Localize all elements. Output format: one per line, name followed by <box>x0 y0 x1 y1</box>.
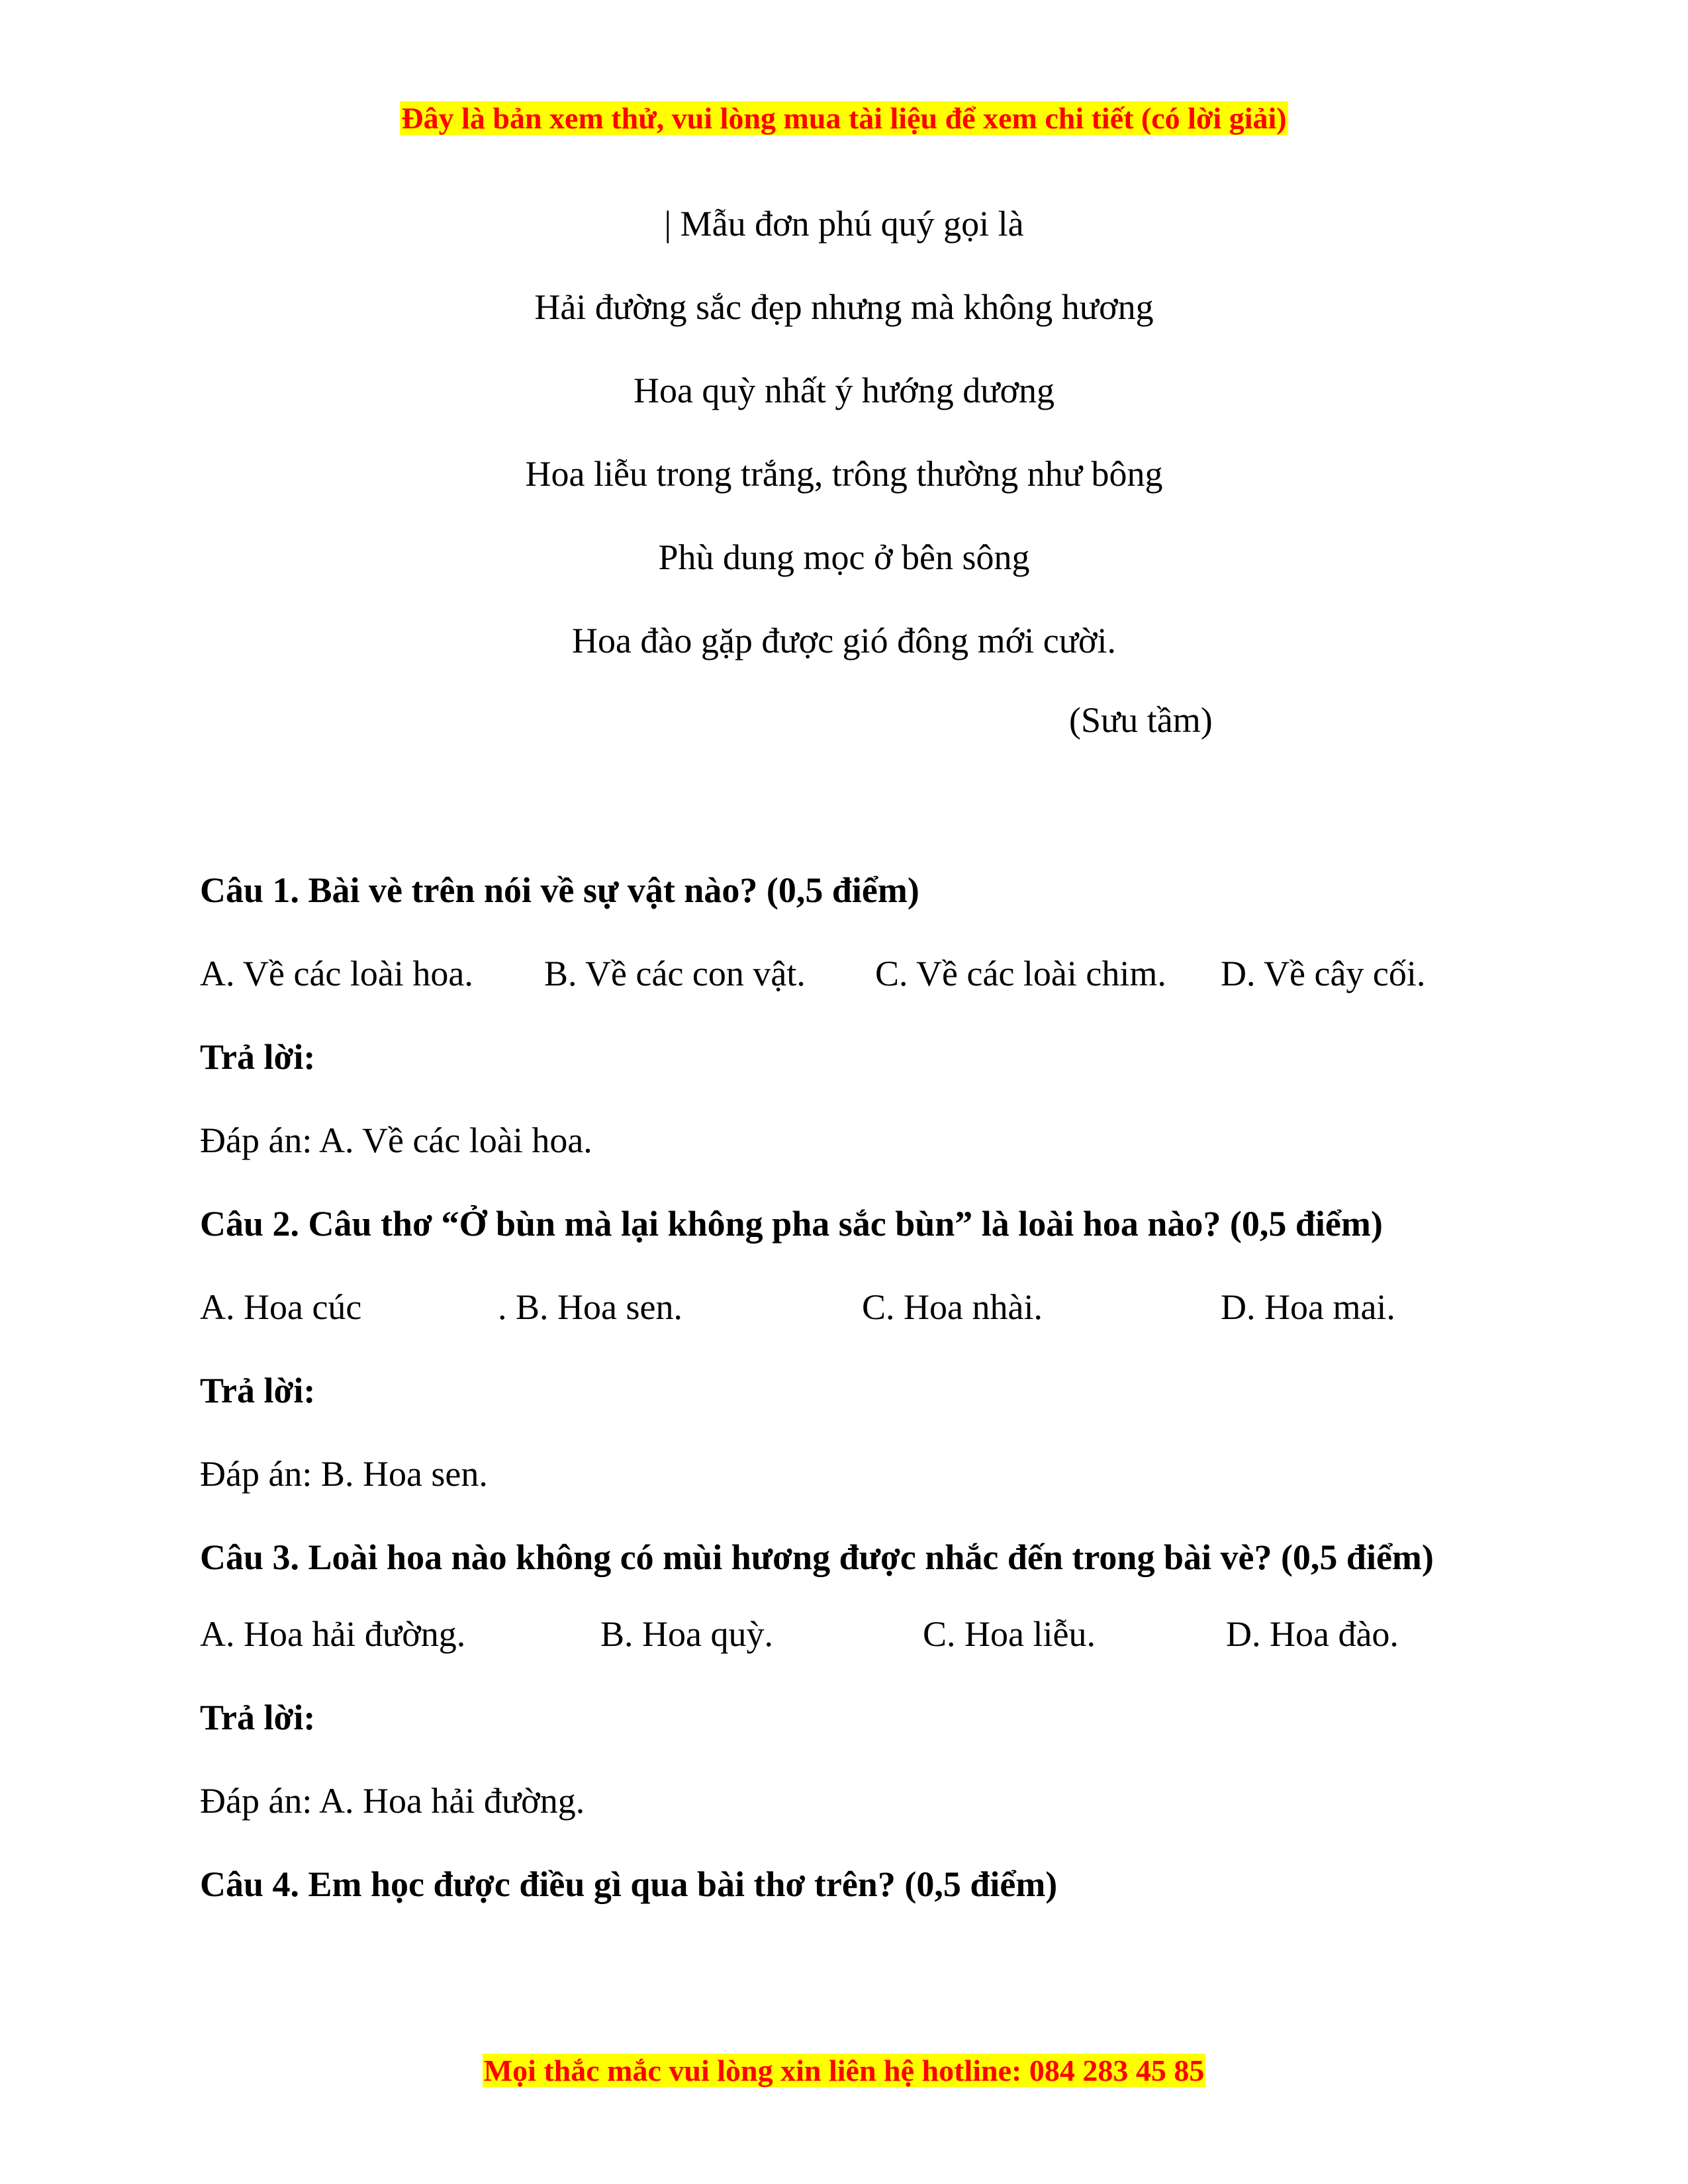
question-4: Câu 4. Em học được điều gì qua bài thơ trên? (0,5 điểm) <box>200 1864 1058 1904</box>
answer-text: Đáp án: A. Về các loài hoa. <box>200 1120 592 1160</box>
question-3-options <box>200 1608 1511 1691</box>
option-c: C. Về các loài chim. <box>875 954 1166 993</box>
option-c: C. Hoa nhài. <box>862 1287 1043 1327</box>
option-a: A. Về các loài hoa. <box>200 954 473 993</box>
hotline-banner <box>0 2052 1688 2090</box>
answer-label: Trả lời: <box>200 1698 316 1737</box>
option-d: D. Hoa mai. <box>1221 1287 1395 1327</box>
question-2-options <box>200 1281 1511 1364</box>
hotline-banner-text: Mọi thắc mắc vui lòng xin liên hệ hotline: 084 283 45 85 <box>483 2054 1205 2087</box>
option-d: D. Về cây cối. <box>1221 954 1426 993</box>
option-b: B. Hoa quỳ. <box>600 1614 773 1654</box>
option-a: A. Hoa cúc <box>200 1287 362 1327</box>
questions-section <box>200 864 1511 1941</box>
option-b: . B. Hoa sen. <box>498 1287 682 1327</box>
option-b: B. Về các con vật. <box>544 954 806 993</box>
question-2: Câu 2. Câu thơ “Ở bùn mà lại không pha sắc bùn” là loài hoa nào? (0,5 điểm) <box>200 1204 1383 1244</box>
poem-line: Hải đường sắc đẹp nhưng mà không hương <box>534 287 1154 327</box>
poem-line: Hoa liễu trong trắng, trông thường như bông <box>525 454 1163 494</box>
question-3: Câu 3. Loài hoa nào không có mùi hương được nhắc đến trong bài vè? (0,5 điểm) <box>200 1537 1434 1577</box>
answer-label: Trả lời: <box>200 1037 316 1077</box>
answer-text: Đáp án: A. Hoa hải đường. <box>200 1781 585 1821</box>
poem-line: Hoa đào gặp được gió đông mới cười. <box>571 621 1117 660</box>
answer-label: Trả lời: <box>200 1371 316 1410</box>
poem-line: Hoa quỳ nhất ý hướng dương <box>633 371 1055 410</box>
question-1-options <box>200 947 1511 1030</box>
answer-text: Đáp án: B. Hoa sen. <box>200 1454 488 1494</box>
preview-banner-text: Đây là bản xem thử, vui lòng mua tài liệu để xem chi tiết (có lời giải) <box>401 101 1287 135</box>
question-1: Câu 1. Bài vè trên nói về sự vật nào? (0,5 điểm) <box>200 870 919 910</box>
poem-line: | Mẫu đơn phú quý gọi là <box>664 204 1024 244</box>
poem-line: Phù dung mọc ở bên sông <box>658 537 1030 577</box>
option-d: D. Hoa đào. <box>1226 1614 1399 1654</box>
poem-source: (Sưu tầm) <box>1069 700 1213 740</box>
preview-banner <box>0 99 1688 138</box>
poem <box>0 197 1688 698</box>
option-c: C. Hoa liễu. <box>923 1614 1096 1654</box>
option-a: A. Hoa hải đường. <box>200 1614 466 1654</box>
